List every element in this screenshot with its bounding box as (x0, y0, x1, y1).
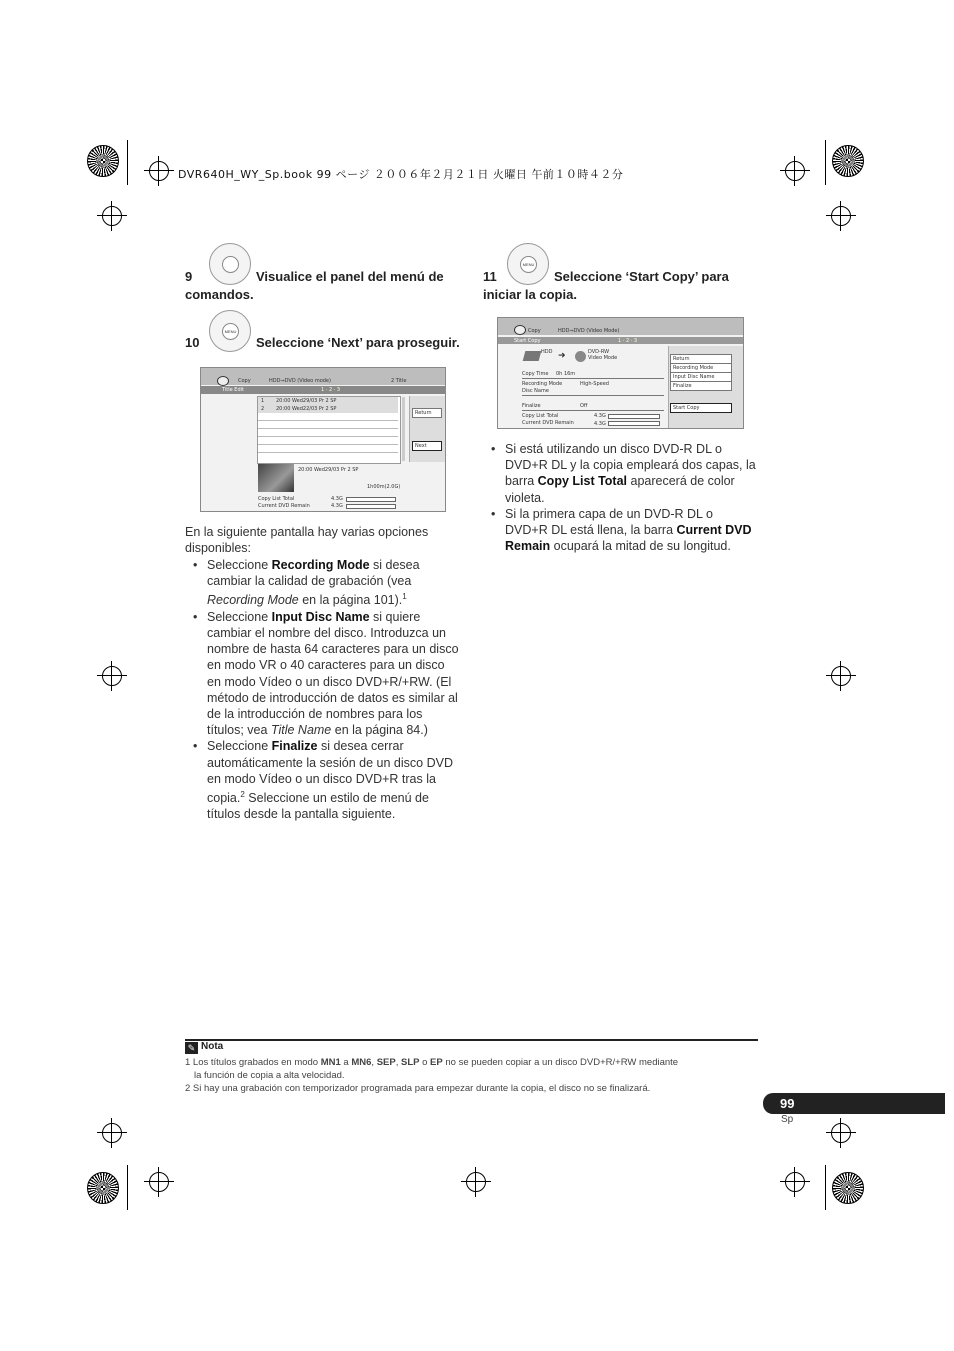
dst-label: DVD-RW (588, 349, 610, 355)
options-list (185, 557, 460, 823)
screen1-section: Title Edit (222, 387, 244, 393)
title-row-text: 20:00 Wed22/03 Pr 2 SP (276, 406, 337, 412)
src-label: HDD (541, 349, 553, 355)
hdd-icon (523, 351, 542, 361)
bar-value: 4.3G (594, 421, 606, 427)
crop-line (825, 1165, 826, 1210)
menu-start-copy[interactable]: Start Copy (670, 403, 732, 413)
menu-return[interactable]: Return (670, 354, 732, 364)
bar-label: Copy List Total (258, 496, 295, 502)
title-row-num: 2 (261, 406, 265, 412)
registration-cross-mark (466, 1172, 486, 1192)
registration-star-mark (832, 145, 864, 177)
crop-line (127, 140, 128, 185)
step-9-text: Visualice el panel del menú de comandos. (185, 269, 444, 302)
menu-recording-mode[interactable]: Recording Mode (670, 363, 732, 373)
footnote-1: 1 Los títulos grabados en modo MN1 a MN6, SEP, SLP o EP no se pueden copiar a un disco DVD+R/+RW mediante (185, 1057, 679, 1068)
bar-value: 4.3G (594, 413, 606, 419)
screen2-route: HDD⇒DVD (Video Mode) (558, 328, 620, 334)
title-row[interactable] (258, 405, 398, 413)
preview-line: 20:00 Wed29/03 Pr 2 SP (298, 467, 359, 473)
menu-label: MENU (222, 323, 239, 340)
bar-value: 4.3G (331, 496, 343, 502)
arrow-right-icon: ➜ (558, 351, 566, 361)
page-lang: Sp (781, 1114, 794, 1125)
menu-input-disc-name[interactable]: Input Disc Name (670, 372, 732, 382)
note-rule (185, 1039, 758, 1041)
option-finalize: • Seleccione Finalize si desea cerrar automáticamente la sesión de un disco DVD en modo Vídeo o un disco DVD+R tras la copia.$^2$ Seleccione un estilo de menú de títulos desde la pantalla siguiente. (185, 738, 460, 822)
registration-cross-mark (785, 1172, 805, 1192)
finalize-label: Finalize (522, 403, 541, 409)
page-number-tab (763, 1093, 945, 1114)
copy-time-label: Copy Time (522, 371, 549, 377)
title-row[interactable] (258, 397, 398, 405)
rec-mode-label: Recording Mode (522, 381, 563, 387)
option-input-disc-name: • Seleccione Input Disc Name si quiere cambiar el nombre del disco. Introduzca un nombre de hasta 64 caracteres para un disco en modo VR o 40 caracteres para un disco en modo Vídeo o un disco DVD+R/+RW. (El método de introducción de datos es similar al de la introducción de nombres para los títulos; vea Title Name en la página 84.) (185, 609, 460, 739)
title-row-text: 20:00 Wed29/03 Pr 2 SP (276, 398, 337, 404)
option-recording-mode: • Seleccione Recording Mode si desea cambiar la calidad de grabación (vea Recording Mode en la página 101).$^1$ (185, 557, 460, 609)
footnote-1-line2: la función de copia a alta velocidad. (194, 1070, 345, 1081)
dl-notes-list (483, 441, 758, 554)
note-current-dvd-remain: • Si la primera capa de un DVD-R DL o DVD+R DL está llena, la barra Current DVD Remain ocupará la mitad de su longitud. (483, 506, 758, 555)
registration-cross-mark (831, 1123, 851, 1143)
bar-label: Current DVD Remain (258, 503, 310, 509)
bar-label: Current DVD Remain (522, 420, 574, 426)
finalize-value: Off (580, 403, 588, 409)
registration-cross-mark (102, 666, 122, 686)
title-row-num: 1 (261, 398, 265, 404)
scrollbar[interactable] (402, 397, 405, 461)
registration-cross-mark (831, 666, 851, 686)
registration-cross-mark (785, 161, 805, 181)
dst-mode: Video Mode (588, 355, 618, 361)
copy-list-total-bar (346, 497, 396, 502)
screen1-tab: Copy (238, 378, 251, 384)
note-title: Nota (201, 1041, 224, 1052)
thumbnail-image (258, 464, 294, 492)
menu-label: MENU (520, 256, 537, 273)
registration-cross-mark (149, 1172, 169, 1192)
note-pencil-icon: ✎ (185, 1042, 198, 1054)
registration-cross-mark (831, 206, 851, 226)
menu-finalize[interactable]: Finalize (670, 381, 732, 391)
dvd-icon (575, 351, 586, 362)
preview-duration: 1h00m(2.0G) (367, 484, 401, 490)
note-copy-list-total: • Si está utilizando un disco DVD-R DL o DVD+R DL y la copia empleará dos capas, la barra Copy List Total aparecerá de color violeta. (483, 441, 758, 506)
current-dvd-remain-bar (346, 504, 396, 509)
menu-return[interactable]: Return (412, 408, 442, 418)
rec-mode-value: High-Speed (580, 381, 609, 387)
step-11-text: Seleccione ‘Start Copy’ para iniciar la copia. (483, 269, 729, 302)
registration-star-mark (87, 145, 119, 177)
step-10-text: Seleccione ‘Next’ para proseguir. (256, 335, 460, 350)
crop-line (825, 140, 826, 185)
registration-cross-mark (102, 206, 122, 226)
screen1-count: 2 Title (391, 378, 407, 384)
disc-icon (514, 325, 526, 335)
disc-name-label: Disc Name (522, 388, 549, 394)
disc-icon (217, 376, 229, 386)
page-number: 99 (780, 1096, 795, 1111)
step-10-number: 10 (185, 335, 200, 350)
copy-time-value: 0h 16m (556, 371, 576, 377)
step-11-number: 11 (483, 269, 497, 284)
screen1-pager: 1 · 2 · 3 (321, 387, 341, 393)
registration-cross-mark (102, 1123, 122, 1143)
menu-next[interactable]: Next (412, 441, 442, 451)
remote-dial-menu-icon (209, 310, 251, 352)
screen2-tab: Copy (528, 328, 541, 334)
copy-list-total-bar (608, 414, 660, 419)
current-dvd-remain-bar (608, 421, 660, 426)
bar-label: Copy List Total (522, 413, 559, 419)
registration-star-mark (87, 1172, 119, 1204)
step-9-number: 9 (185, 269, 193, 284)
screen1-route: HDD⇒DVD (Video mode) (269, 378, 331, 384)
bar-value: 4.3G (331, 503, 343, 509)
screen2-pager: 1 · 2 · 3 (618, 338, 638, 344)
screen-copy-title-edit (200, 367, 446, 512)
file-header: DVR640H_WY_Sp.book 99 ページ ２００６年２月２１日 火曜日 午前１０時４２分 (178, 168, 624, 181)
screen-start-copy (497, 317, 744, 429)
footnote-2: 2 Si hay una grabación con temporizador programada para empezar durante la copia, el disco no se finalizará. (185, 1083, 651, 1094)
registration-star-mark (832, 1172, 864, 1204)
crop-line (127, 1165, 128, 1210)
registration-cross-mark (149, 161, 169, 181)
screen2-section: Start Copy (514, 338, 541, 344)
intro-text: En la siguiente pantalla hay varias opciones disponibles: (185, 525, 429, 556)
